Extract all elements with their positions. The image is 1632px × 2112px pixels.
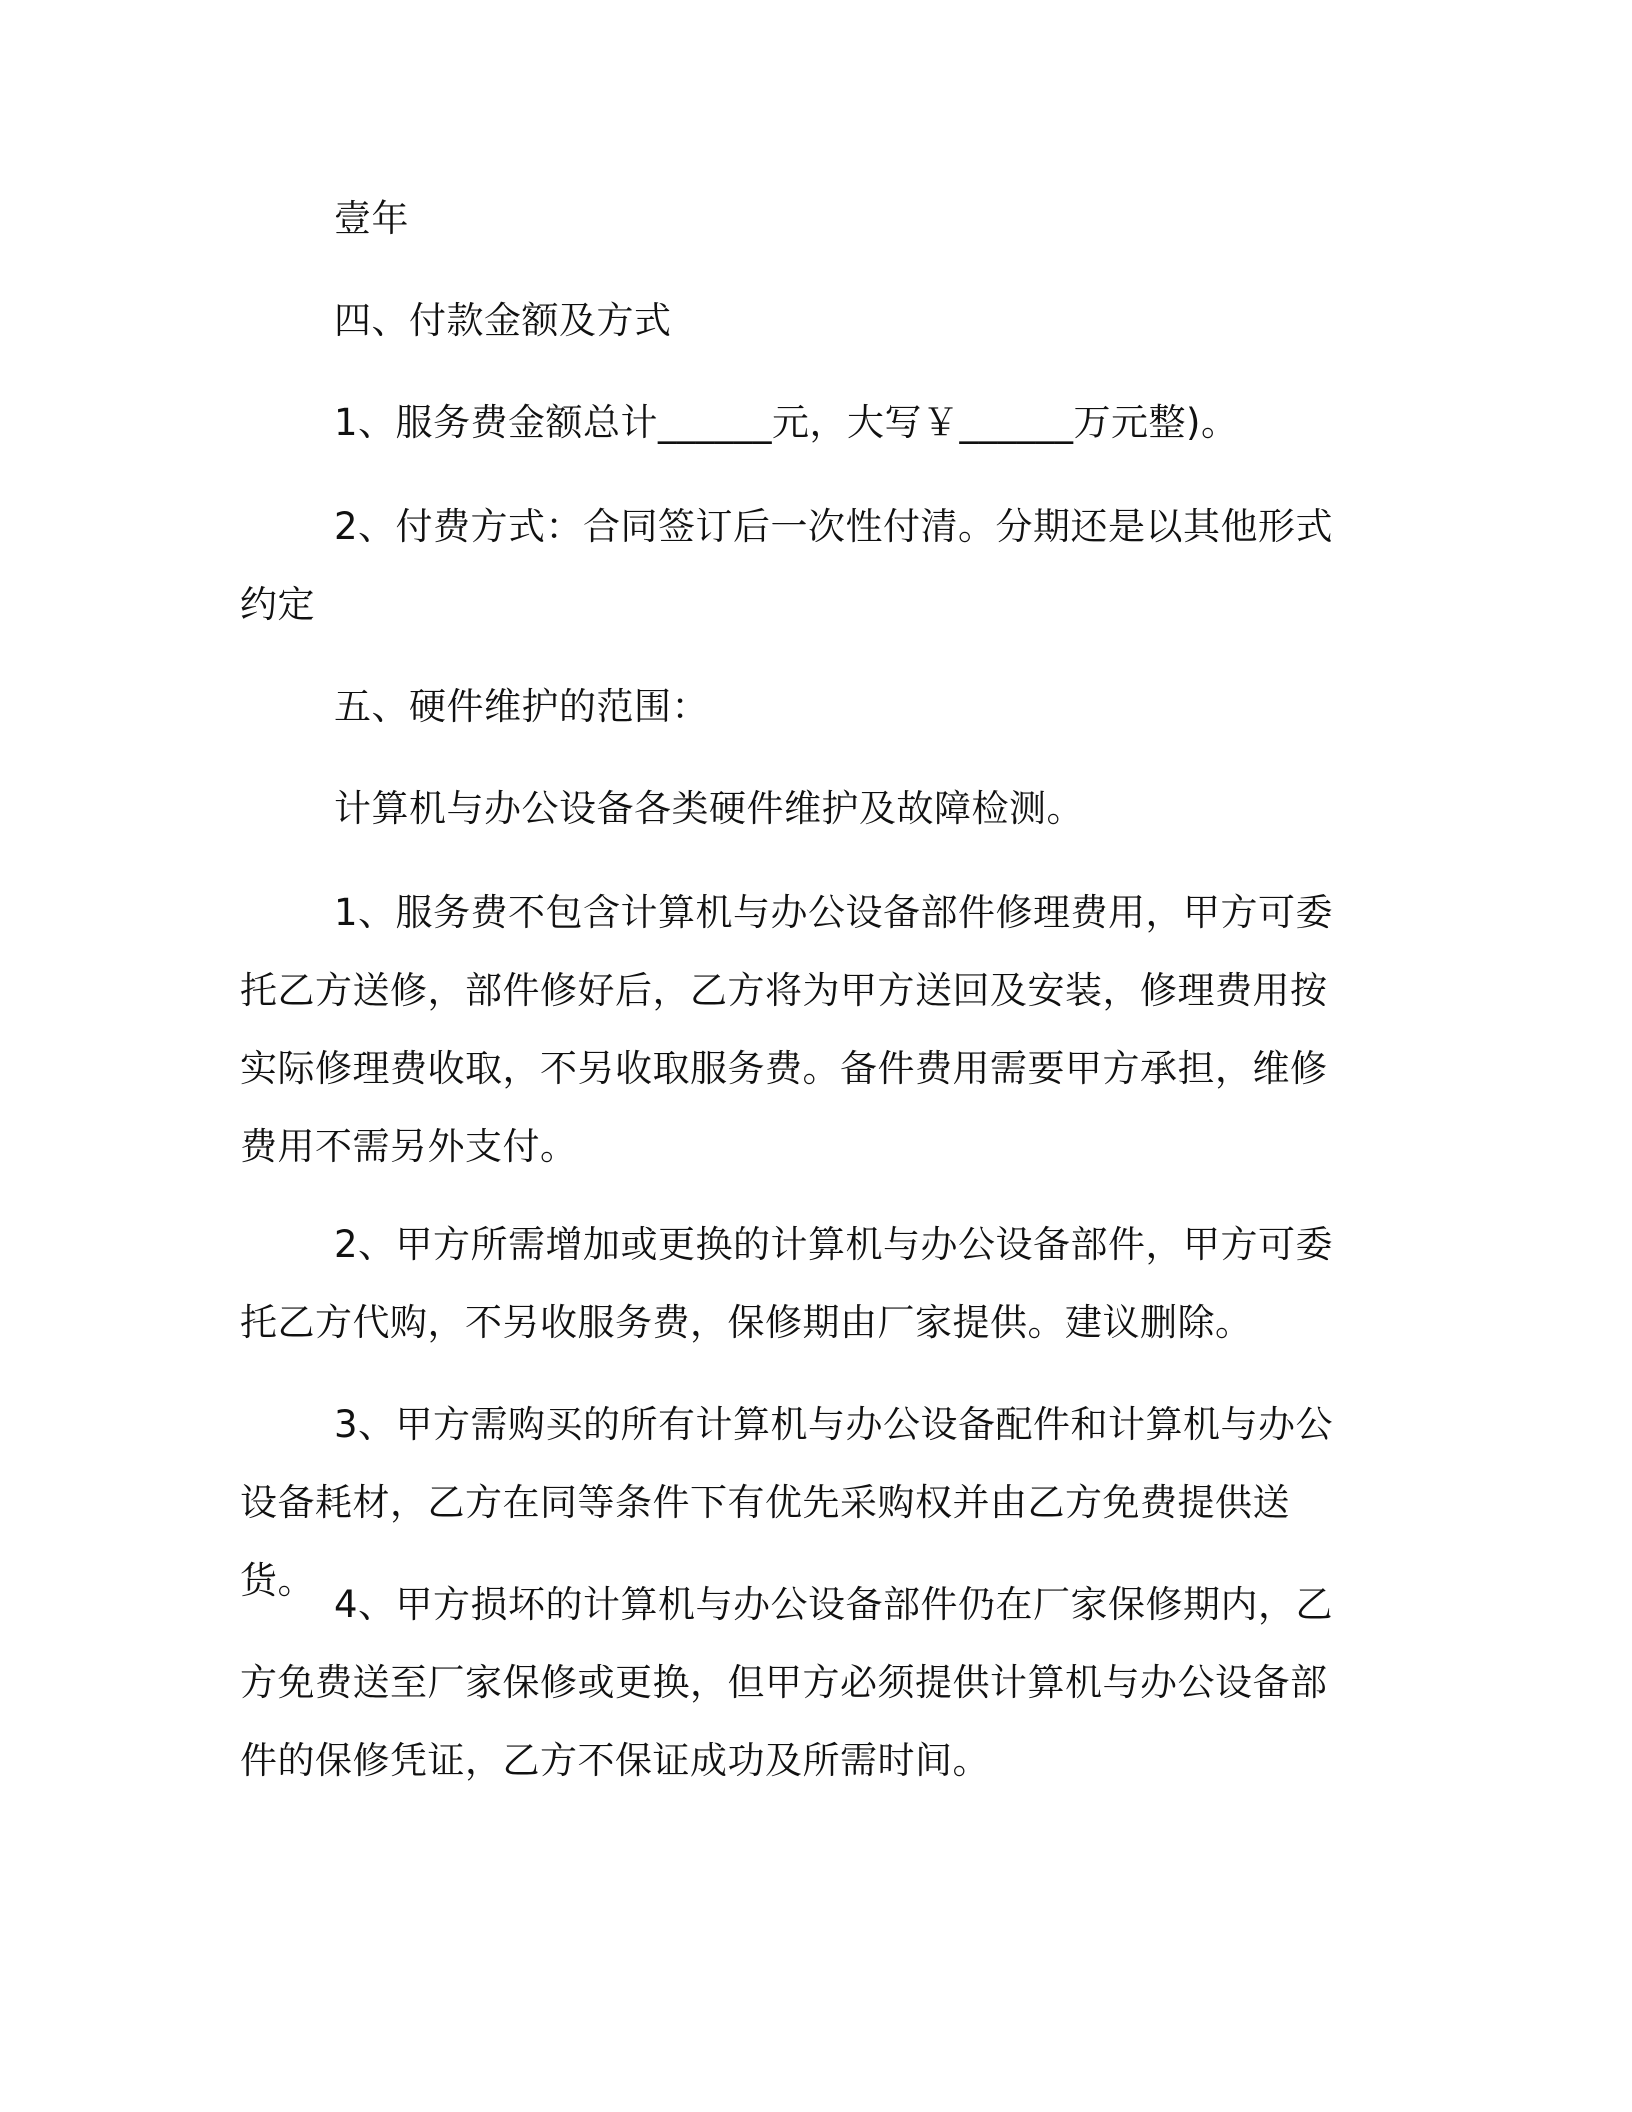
paragraph-item-1: 1、服务费不包含计算机与办公设备部件修理费用，甲方可委托乙方送修，部件修好后，乙方将为甲方送回及安装，修理费用按实际修理费收取，不另收取服务费。备件费用需要甲方承担，维修费用不需另外支付。 — [240, 891, 1334, 1168]
paragraph-item-3: 3、甲方需购买的所有计算机与办公设备配件和计算机与办公设备耗材，乙方在同等条件下有优先采购权并由乙方免费提供送货。 — [240, 1403, 1334, 1602]
paragraph-payment-method: 2、付费方式：合同签订后一次性付清。分期还是以其他形式约定 — [240, 505, 1334, 626]
heading-payment: 四、付款金额及方式 — [334, 299, 672, 342]
paragraph-item-2: 2、甲方所需增加或更换的计算机与办公设备部件，甲方可委托乙方代购，不另收服务费，保修期由厂家提供。建议删除。 — [240, 1223, 1334, 1344]
paragraph-duration: 壹年 — [334, 197, 409, 240]
paragraph-service-fee: 1、服务费金额总计______元，大写￥______万元整)。 — [334, 401, 1239, 444]
heading-hardware-scope: 五、硬件维护的范围： — [334, 685, 709, 728]
paragraph-hardware-scope: 计算机与办公设备各类硬件维护及故障检测。 — [334, 787, 1084, 830]
paragraph-item-4: 4、甲方损坏的计算机与办公设备部件仍在厂家保修期内，乙方免费送至厂家保修或更换，但甲方必须提供计算机与办公设备部件的保修凭证，乙方不保证成功及所需时间。 — [240, 1583, 1334, 1782]
